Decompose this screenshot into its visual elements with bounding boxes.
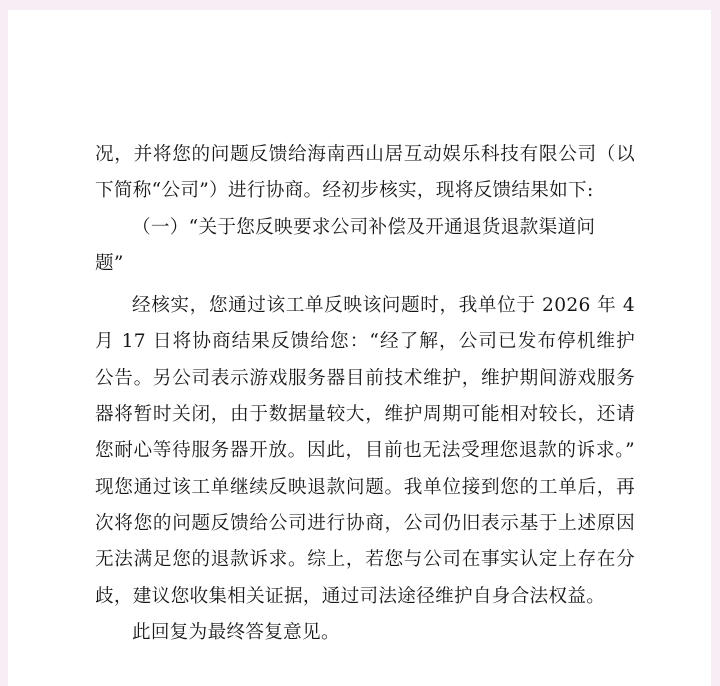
document-body [95,137,635,651]
body-line-7: 公告。另公司表示游戏服务器目前技术维护，维护期间游戏服务 [95,367,635,389]
body-line-1: 况，并将您的问题反馈给海南西山居互动娱乐科技有限公司（以 [95,144,635,165]
section-heading-line-1: （一）“关于您反映要求公司补偿及开通退货退款渠道问 [132,216,596,238]
section-heading-line-2: 题” [95,252,124,274]
closing-line: 此回复为最终答复意见。 [132,621,340,643]
body-line-2: 下简称“公司”）进行协商。经初步核实，现将反馈结果如下: [95,180,594,202]
body-line-9: 您耐心等待服务器开放。因此，目前也无法受理您退款的诉求。” [95,440,635,462]
body-line-5: 经核实，您通过该工单反映该问题时，我单位于 2026 年 4 [132,295,635,317]
body-line-11: 次将您的问题反馈给公司进行协商，公司仍旧表示基于上述原因 [95,512,635,534]
body-line-10: 现您通过该工单继续反映退款问题。我单位接到您的工单后，再 [95,476,635,498]
body-line-13: 歧，建议您收集相关证据，通过司法途径维护自身合法权益。 [95,585,606,607]
body-line-8: 器将暂时关闭，由于数据量较大，维护周期可能相对较长，还请 [95,404,635,426]
body-line-6: 月 17 日将协商结果反馈给您：“经了解，公司已发布停机维护 [95,331,635,353]
body-line-12: 无法满足您的退款诉求。综上，若您与公司在事实认定上存在分 [95,549,635,571]
